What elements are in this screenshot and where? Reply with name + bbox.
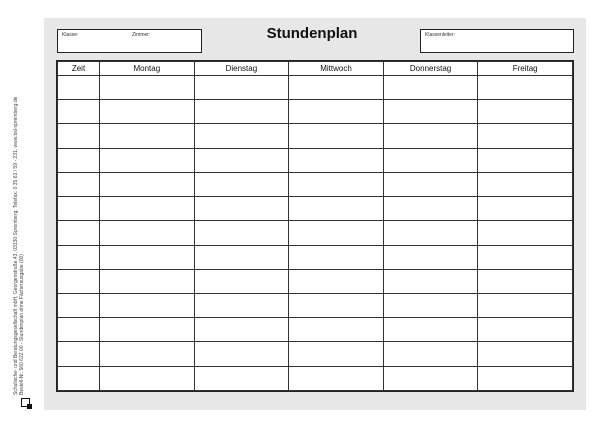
lesson-cell[interactable]	[289, 221, 384, 245]
lesson-cell[interactable]	[383, 366, 478, 390]
table-row	[58, 100, 573, 124]
lesson-cell[interactable]	[100, 293, 195, 317]
lesson-cell[interactable]	[289, 366, 384, 390]
lesson-cell[interactable]	[289, 318, 384, 342]
lesson-cell[interactable]	[478, 342, 573, 366]
column-header-donnerstag: Donnerstag	[383, 62, 478, 76]
lesson-cell[interactable]	[478, 197, 573, 221]
lesson-cell[interactable]	[100, 148, 195, 172]
lesson-cell[interactable]	[194, 342, 289, 366]
lesson-cell[interactable]	[289, 124, 384, 148]
time-cell[interactable]	[58, 148, 100, 172]
table-row	[58, 269, 573, 293]
lesson-cell[interactable]	[100, 366, 195, 390]
time-cell[interactable]	[58, 342, 100, 366]
klassenleiter-label: Klassenleiter:	[425, 32, 456, 38]
lesson-cell[interactable]	[478, 318, 573, 342]
table-row	[58, 76, 573, 100]
time-cell[interactable]	[58, 124, 100, 148]
lesson-cell[interactable]	[289, 100, 384, 124]
lesson-cell[interactable]	[289, 342, 384, 366]
zimmer-label: Zimmer:	[132, 32, 151, 38]
lesson-cell[interactable]	[100, 100, 195, 124]
table-row	[58, 197, 573, 221]
lesson-cell[interactable]	[100, 245, 195, 269]
column-header-zeit: Zeit	[58, 62, 100, 76]
time-cell[interactable]	[58, 197, 100, 221]
time-cell[interactable]	[58, 269, 100, 293]
lesson-cell[interactable]	[194, 293, 289, 317]
lesson-cell[interactable]	[478, 124, 573, 148]
lesson-cell[interactable]	[478, 245, 573, 269]
imprint-line-2: Bestell-Nr. 560 622 00 - Stundenplan ohne Fächerausgabe (00)	[19, 254, 25, 395]
lesson-cell[interactable]	[478, 293, 573, 317]
lesson-cell[interactable]	[100, 76, 195, 100]
imprint-line-1: Schulische- und Beratungsgesellschaft mbH, Georgenstraße 43, 03130 Spremberg, Telefax: 0 35 63 / 59 - 231, www.bsl-spremberg.de	[13, 96, 19, 395]
table-row	[58, 148, 573, 172]
table-row	[58, 342, 573, 366]
lesson-cell[interactable]	[194, 197, 289, 221]
lesson-cell[interactable]	[289, 245, 384, 269]
lesson-cell[interactable]	[383, 342, 478, 366]
lesson-cell[interactable]	[383, 318, 478, 342]
lesson-cell[interactable]	[194, 269, 289, 293]
lesson-cell[interactable]	[289, 269, 384, 293]
lesson-cell[interactable]	[383, 148, 478, 172]
time-cell[interactable]	[58, 366, 100, 390]
lesson-cell[interactable]	[194, 100, 289, 124]
lesson-cell[interactable]	[194, 172, 289, 196]
lesson-cell[interactable]	[383, 245, 478, 269]
klasse-zimmer-field[interactable]	[57, 29, 202, 53]
lesson-cell[interactable]	[194, 366, 289, 390]
lesson-cell[interactable]	[383, 293, 478, 317]
lesson-cell[interactable]	[100, 172, 195, 196]
time-cell[interactable]	[58, 100, 100, 124]
time-cell[interactable]	[58, 76, 100, 100]
lesson-cell[interactable]	[383, 197, 478, 221]
corner-marker-icon	[21, 398, 33, 410]
lesson-cell[interactable]	[100, 318, 195, 342]
lesson-cell[interactable]	[289, 76, 384, 100]
lesson-cell[interactable]	[383, 221, 478, 245]
lesson-cell[interactable]	[100, 124, 195, 148]
time-cell[interactable]	[58, 293, 100, 317]
column-header-dienstag: Dienstag	[194, 62, 289, 76]
lesson-cell[interactable]	[100, 269, 195, 293]
lesson-cell[interactable]	[289, 148, 384, 172]
klassenleiter-field[interactable]	[420, 29, 574, 53]
lesson-cell[interactable]	[289, 197, 384, 221]
lesson-cell[interactable]	[194, 318, 289, 342]
page-title: Stundenplan	[266, 25, 358, 42]
lesson-cell[interactable]	[478, 148, 573, 172]
lesson-cell[interactable]	[478, 221, 573, 245]
time-cell[interactable]	[58, 221, 100, 245]
lesson-cell[interactable]	[100, 342, 195, 366]
table-row	[58, 172, 573, 196]
lesson-cell[interactable]	[100, 197, 195, 221]
table-row	[58, 366, 573, 390]
timetable-grid	[57, 61, 573, 391]
lesson-cell[interactable]	[383, 124, 478, 148]
lesson-cell[interactable]	[478, 76, 573, 100]
lesson-cell[interactable]	[194, 76, 289, 100]
time-cell[interactable]	[58, 245, 100, 269]
klasse-label: Klasse:	[62, 32, 79, 38]
lesson-cell[interactable]	[383, 172, 478, 196]
column-header-montag: Montag	[100, 62, 195, 76]
lesson-cell[interactable]	[383, 269, 478, 293]
column-header-freitag: Freitag	[478, 62, 573, 76]
lesson-cell[interactable]	[100, 221, 195, 245]
lesson-cell[interactable]	[383, 76, 478, 100]
lesson-cell[interactable]	[194, 245, 289, 269]
lesson-cell[interactable]	[383, 100, 478, 124]
lesson-cell[interactable]	[194, 124, 289, 148]
time-cell[interactable]	[58, 172, 100, 196]
table-row	[58, 221, 573, 245]
lesson-cell[interactable]	[478, 100, 573, 124]
table-row	[58, 124, 573, 148]
timetable-body	[58, 76, 573, 391]
table-row	[58, 245, 573, 269]
table-row	[58, 318, 573, 342]
lesson-cell[interactable]	[194, 148, 289, 172]
time-cell[interactable]	[58, 318, 100, 342]
column-header-mittwoch: Mittwoch	[289, 62, 384, 76]
lesson-cell[interactable]	[194, 221, 289, 245]
timetable-header-row	[58, 62, 573, 76]
lesson-cell[interactable]	[478, 366, 573, 390]
table-row	[58, 293, 573, 317]
lesson-cell[interactable]	[289, 172, 384, 196]
lesson-cell[interactable]	[289, 293, 384, 317]
imprint-text	[13, 35, 25, 395]
lesson-cell[interactable]	[478, 269, 573, 293]
lesson-cell[interactable]	[478, 172, 573, 196]
